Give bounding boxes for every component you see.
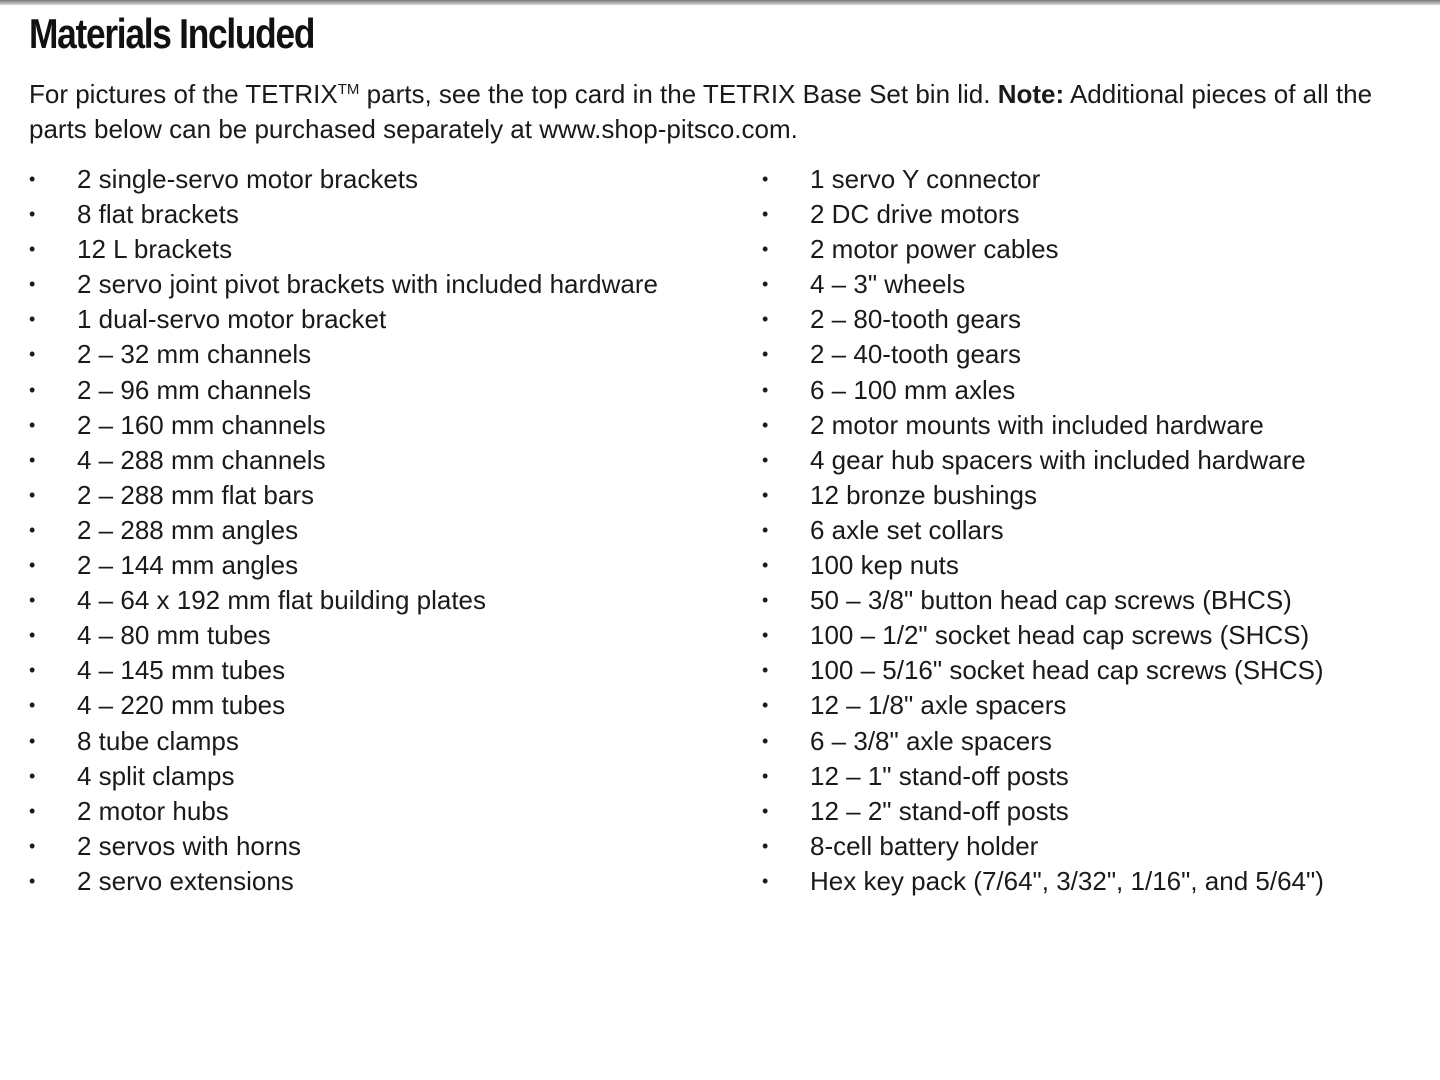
list-item xyxy=(762,232,1422,267)
list-item-text: 2 – 144 mm angles xyxy=(77,550,299,581)
bullet-icon: • xyxy=(762,344,769,365)
note-text: Additional pieces of all the parts below can be purchased separately at www.shop-pitsco.com. xyxy=(29,79,1373,144)
bullet-icon: • xyxy=(762,484,769,505)
list-item xyxy=(762,724,1422,759)
list-item xyxy=(29,548,744,583)
list-item xyxy=(29,337,744,372)
list-item xyxy=(762,408,1422,443)
list-item-text: 8 flat brackets xyxy=(77,199,239,230)
list-item xyxy=(762,267,1422,302)
list-item-text: 4 – 3" wheels xyxy=(810,269,966,300)
list-item xyxy=(29,829,744,864)
list-item-text: 12 – 1" stand-off posts xyxy=(810,760,1069,791)
list-item-text: 2 – 96 mm channels xyxy=(77,374,312,405)
list-item xyxy=(762,548,1422,583)
list-item xyxy=(29,759,744,794)
bullet-icon: • xyxy=(762,449,769,470)
list-item-text: 50 – 3/8" button head cap screws (BHCS) xyxy=(810,585,1292,616)
list-item-text: 2 servo extensions xyxy=(77,865,294,896)
trademark-symbol: TM xyxy=(337,81,360,98)
bullet-icon: • xyxy=(29,765,36,786)
list-item xyxy=(29,162,744,197)
list-item xyxy=(762,583,1422,618)
note-label: Note: xyxy=(997,79,1065,109)
bullet-icon: • xyxy=(29,730,36,751)
list-item-text: 1 servo Y connector xyxy=(810,164,1041,194)
top-border-rule xyxy=(0,0,1440,5)
list-item-text: 4 – 145 mm tubes xyxy=(77,655,286,686)
bullet-icon: • xyxy=(29,379,36,400)
list-item-text: 6 axle set collars xyxy=(810,514,1004,545)
bullet-icon: • xyxy=(762,169,769,189)
bullet-icon: • xyxy=(29,169,36,189)
list-item-text: 2 motor power cables xyxy=(810,234,1059,265)
list-item-text: 2 servo joint pivot brackets with included hardware xyxy=(77,269,658,300)
materials-list-right xyxy=(762,162,1422,899)
list-item xyxy=(29,408,744,443)
list-item xyxy=(29,794,744,829)
list-item xyxy=(29,653,744,688)
list-item xyxy=(29,302,744,337)
bullet-icon: • xyxy=(762,309,769,330)
list-item xyxy=(29,443,744,478)
bullet-icon: • xyxy=(29,835,36,856)
bullet-icon: • xyxy=(762,730,769,751)
list-item-text: 100 – 1/2" socket head cap screws (SHCS) xyxy=(810,620,1310,651)
bullet-icon: • xyxy=(29,414,36,435)
bullet-icon: • xyxy=(762,835,769,856)
list-item xyxy=(762,829,1422,864)
bullet-icon: • xyxy=(29,204,36,225)
bullet-icon: • xyxy=(762,695,769,716)
list-item-text: 12 – 1/8" axle spacers xyxy=(810,690,1067,721)
list-item-text: 2 – 288 mm angles xyxy=(77,514,299,545)
bullet-icon: • xyxy=(29,800,36,821)
list-item xyxy=(762,302,1422,337)
bullet-icon: • xyxy=(29,239,36,260)
list-item-text: 4 – 288 mm channels xyxy=(77,444,326,475)
bullet-icon: • xyxy=(29,625,36,646)
list-item xyxy=(29,267,744,302)
list-item-text: 2 motor hubs xyxy=(77,795,229,826)
list-item xyxy=(29,864,744,899)
bullet-icon: • xyxy=(29,309,36,330)
bullet-icon: • xyxy=(762,590,769,611)
bullet-icon: • xyxy=(29,274,36,295)
bullet-icon: • xyxy=(762,765,769,786)
list-item xyxy=(762,443,1422,478)
list-item xyxy=(762,478,1422,513)
list-item xyxy=(29,583,744,618)
list-item xyxy=(29,688,744,723)
bullet-icon: • xyxy=(762,204,769,225)
list-item xyxy=(29,724,744,759)
bullet-icon: • xyxy=(762,414,769,435)
list-item-text: 2 – 40-tooth gears xyxy=(810,339,1022,370)
list-item xyxy=(29,373,744,408)
list-item-text: 8-cell battery holder xyxy=(810,830,1039,861)
list-item-text: 12 – 2" stand-off posts xyxy=(810,795,1069,826)
list-item xyxy=(29,197,744,232)
list-item-text: 2 motor mounts with included hardware xyxy=(810,409,1264,440)
intro-text-after-trademark: parts, see the top card in the TETRIX Base Set bin lid. xyxy=(359,79,998,109)
bullet-icon: • xyxy=(29,519,36,540)
list-item-text: 4 split clamps xyxy=(77,760,235,791)
bullet-icon: • xyxy=(29,590,36,611)
list-item-text: 2 – 32 mm channels xyxy=(77,339,312,370)
list-item-text: 4 – 80 mm tubes xyxy=(77,620,271,651)
list-item xyxy=(762,197,1422,232)
list-item-text: 6 – 100 mm axles xyxy=(810,374,1016,405)
list-item-text: 6 – 3/8" axle spacers xyxy=(810,725,1052,756)
list-item xyxy=(762,513,1422,548)
list-item xyxy=(762,794,1422,829)
list-item-text: Hex key pack (7/64", 3/32", 1/16", and 5/64") xyxy=(810,865,1324,896)
intro-text-before-trademark: For pictures of the TETRIX xyxy=(29,79,338,109)
bullet-icon: • xyxy=(29,344,36,365)
bullet-icon: • xyxy=(762,519,769,540)
list-item xyxy=(762,373,1422,408)
list-item-text: 4 gear hub spacers with included hardware xyxy=(810,444,1306,475)
bullet-icon: • xyxy=(762,870,769,891)
list-item xyxy=(29,513,744,548)
list-item-text: 100 – 5/16" socket head cap screws (SHCS) xyxy=(810,655,1324,686)
list-item-text: 8 tube clamps xyxy=(77,725,239,756)
bullet-icon: • xyxy=(29,660,36,681)
list-item-text: 2 – 80-tooth gears xyxy=(810,304,1022,335)
list-item-text: 1 dual-servo motor bracket xyxy=(77,304,387,335)
bullet-icon: • xyxy=(29,870,36,891)
list-item-text: 12 bronze bushings xyxy=(810,479,1037,510)
bullet-icon: • xyxy=(29,695,36,716)
list-item-text: 2 single-servo motor brackets xyxy=(77,164,419,194)
bullet-icon: • xyxy=(762,274,769,295)
bullet-icon: • xyxy=(29,555,36,576)
list-item xyxy=(29,618,744,653)
list-item xyxy=(762,618,1422,653)
page-title: Materials Included xyxy=(29,10,315,57)
bullet-icon: • xyxy=(762,625,769,646)
bullet-icon: • xyxy=(762,379,769,400)
list-item xyxy=(29,232,744,267)
bullet-icon: • xyxy=(762,660,769,681)
bullet-icon: • xyxy=(762,555,769,576)
list-item xyxy=(29,478,744,513)
materials-list-left xyxy=(29,162,744,899)
list-item-text: 4 – 64 x 192 mm flat building plates xyxy=(77,585,487,616)
list-item-text: 2 DC drive motors xyxy=(810,199,1020,230)
bullet-icon: • xyxy=(29,449,36,470)
list-item xyxy=(762,864,1422,899)
list-item xyxy=(762,653,1422,688)
list-item xyxy=(762,688,1422,723)
list-item-text: 12 L brackets xyxy=(77,234,233,265)
list-item xyxy=(762,162,1422,197)
bullet-icon: • xyxy=(29,484,36,505)
bullet-icon: • xyxy=(762,239,769,260)
list-item-text: 2 servos with horns xyxy=(77,830,301,861)
list-item-text: 2 – 288 mm flat bars xyxy=(77,479,314,510)
list-item-text: 2 – 160 mm channels xyxy=(77,409,326,440)
list-item-text: 4 – 220 mm tubes xyxy=(77,690,286,721)
bullet-icon: • xyxy=(762,800,769,821)
list-item xyxy=(762,337,1422,372)
list-item-text: 100 kep nuts xyxy=(810,550,959,581)
intro-paragraph xyxy=(29,77,1419,147)
list-item xyxy=(762,759,1422,794)
